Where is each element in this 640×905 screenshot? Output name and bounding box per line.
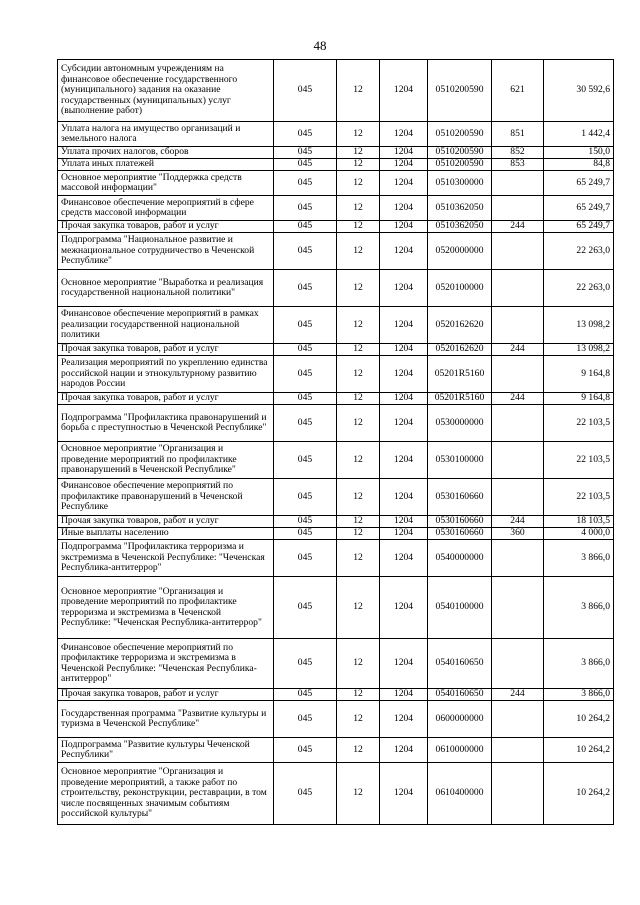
row-expense-type	[492, 701, 544, 738]
row-name: Прочая закупка товаров, работ и услуг	[58, 344, 274, 356]
row-sum: 22 103,5	[544, 442, 614, 479]
table-row	[58, 60, 614, 122]
row-expense-type: 244	[492, 689, 544, 701]
row-subsection: 1204	[380, 577, 428, 639]
row-subsection: 1204	[380, 763, 428, 825]
row-target-code: 0530160660	[428, 528, 492, 540]
row-expense-type: 852	[492, 147, 544, 159]
table-row	[58, 405, 614, 442]
row-section: 12	[337, 763, 380, 825]
row-target-code: 0520162620	[428, 307, 492, 344]
row-section: 12	[337, 393, 380, 405]
row-sum: 84,8	[544, 159, 614, 171]
row-sum: 10 264,2	[544, 763, 614, 825]
row-target-code: 0540100000	[428, 577, 492, 639]
table-row	[58, 516, 614, 528]
row-target-code: 0510200590	[428, 60, 492, 122]
table-row	[58, 689, 614, 701]
table-row	[58, 479, 614, 516]
row-name: Уплата иных платежей	[58, 159, 274, 171]
row-target-code: 0600000000	[428, 701, 492, 738]
row-subsection: 1204	[380, 344, 428, 356]
row-section: 12	[337, 738, 380, 763]
row-subsection: 1204	[380, 540, 428, 577]
row-expense-type: 244	[492, 393, 544, 405]
row-expense-type	[492, 479, 544, 516]
row-expense-type	[492, 763, 544, 825]
row-ministry-code: 045	[274, 405, 337, 442]
row-expense-type: 853	[492, 159, 544, 171]
row-subsection: 1204	[380, 405, 428, 442]
row-section: 12	[337, 233, 380, 270]
row-ministry-code: 045	[274, 233, 337, 270]
table-row	[58, 540, 614, 577]
row-section: 12	[337, 540, 380, 577]
row-ministry-code: 045	[274, 701, 337, 738]
row-target-code: 0520000000	[428, 233, 492, 270]
row-name: Финансовое обеспечение мероприятий в рамках реализации государственной национальной политики	[58, 307, 274, 344]
row-ministry-code: 045	[274, 270, 337, 307]
row-ministry-code: 045	[274, 738, 337, 763]
row-expense-type: 360	[492, 528, 544, 540]
row-sum: 65 249,7	[544, 196, 614, 221]
row-ministry-code: 045	[274, 60, 337, 122]
row-name: Основное мероприятие "Организация и проведение мероприятий, а также работ по строительству, реконструкции, реставрации, в том числе посвященных значимым событиям российской культуры"	[58, 763, 274, 825]
row-target-code: 0510362050	[428, 221, 492, 233]
row-name: Субсидии автономным учреждениям на финансовое обеспечение государственного (муниципального) задания на оказание государственных (муниципальных) услуг (выполнение работ)	[58, 60, 274, 122]
table-row	[58, 233, 614, 270]
row-ministry-code: 045	[274, 122, 337, 147]
row-section: 12	[337, 159, 380, 171]
row-name: Финансовое обеспечение мероприятий по профилактике терроризма и экстремизма в Чеченской Республике: "Чеченская Республика-антитеррор"	[58, 639, 274, 689]
row-expense-type	[492, 639, 544, 689]
row-section: 12	[337, 701, 380, 738]
row-sum: 65 249,7	[544, 171, 614, 196]
row-subsection: 1204	[380, 196, 428, 221]
row-name: Прочая закупка товаров, работ и услуг	[58, 516, 274, 528]
row-expense-type: 851	[492, 122, 544, 147]
row-name: Подпрограмма "Профилактика правонарушений и борьба с преступностью в Чеченской Республике"	[58, 405, 274, 442]
row-section: 12	[337, 122, 380, 147]
row-section: 12	[337, 528, 380, 540]
table-row	[58, 270, 614, 307]
row-name: Финансовое обеспечение мероприятий в сфере средств массовой информации	[58, 196, 274, 221]
table-row	[58, 577, 614, 639]
row-subsection: 1204	[380, 639, 428, 689]
row-ministry-code: 045	[274, 577, 337, 639]
table-row	[58, 393, 614, 405]
row-sum: 10 264,2	[544, 738, 614, 763]
row-target-code: 0610000000	[428, 738, 492, 763]
row-sum: 13 098,2	[544, 344, 614, 356]
row-name: Основное мероприятие "Выработка и реализация государственной национальной политики"	[58, 270, 274, 307]
table-row	[58, 639, 614, 689]
row-subsection: 1204	[380, 393, 428, 405]
row-subsection: 1204	[380, 221, 428, 233]
row-section: 12	[337, 270, 380, 307]
table-row	[58, 528, 614, 540]
row-sum: 3 866,0	[544, 577, 614, 639]
row-expense-type	[492, 307, 544, 344]
row-sum: 22 103,5	[544, 405, 614, 442]
row-expense-type: 621	[492, 60, 544, 122]
row-name: Прочая закупка товаров, работ и услуг	[58, 393, 274, 405]
row-section: 12	[337, 344, 380, 356]
row-sum: 3 866,0	[544, 689, 614, 701]
budget-table	[57, 59, 614, 825]
row-target-code: 0530100000	[428, 442, 492, 479]
table-row	[58, 356, 614, 393]
row-name: Основное мероприятие "Организация и проведение мероприятий по профилактике терроризма и экстремизма в Чеченской Республике: "Чеченская Республика-антитеррор"	[58, 577, 274, 639]
row-expense-type	[492, 196, 544, 221]
row-subsection: 1204	[380, 356, 428, 393]
row-section: 12	[337, 639, 380, 689]
table-row	[58, 344, 614, 356]
row-ministry-code: 045	[274, 159, 337, 171]
row-target-code: 0520162620	[428, 344, 492, 356]
row-ministry-code: 045	[274, 763, 337, 825]
row-sum: 18 103,5	[544, 516, 614, 528]
row-ministry-code: 045	[274, 171, 337, 196]
row-target-code: 0510200590	[428, 159, 492, 171]
row-ministry-code: 045	[274, 442, 337, 479]
row-target-code: 0610400000	[428, 763, 492, 825]
row-subsection: 1204	[380, 738, 428, 763]
row-expense-type	[492, 738, 544, 763]
table-row	[58, 196, 614, 221]
row-sum: 13 098,2	[544, 307, 614, 344]
row-ministry-code: 045	[274, 393, 337, 405]
row-target-code: 0540160650	[428, 639, 492, 689]
row-target-code: 0540160650	[428, 689, 492, 701]
row-name: Уплата прочих налогов, сборов	[58, 147, 274, 159]
row-name: Иные выплаты населению	[58, 528, 274, 540]
row-subsection: 1204	[380, 516, 428, 528]
row-subsection: 1204	[380, 60, 428, 122]
row-section: 12	[337, 405, 380, 442]
row-name: Прочая закупка товаров, работ и услуг	[58, 221, 274, 233]
row-target-code: 05201R5160	[428, 393, 492, 405]
row-section: 12	[337, 171, 380, 196]
table-row	[58, 171, 614, 196]
row-target-code: 0510200590	[428, 122, 492, 147]
row-section: 12	[337, 689, 380, 701]
row-target-code: 0510300000	[428, 171, 492, 196]
row-sum: 22 103,5	[544, 479, 614, 516]
row-section: 12	[337, 442, 380, 479]
row-sum: 30 592,6	[544, 60, 614, 122]
row-name: Прочая закупка товаров, работ и услуг	[58, 689, 274, 701]
table-row	[58, 307, 614, 344]
row-name: Основное мероприятие "Поддержка средств массовой информации"	[58, 171, 274, 196]
row-section: 12	[337, 577, 380, 639]
row-ministry-code: 045	[274, 479, 337, 516]
row-name: Государственная программа "Развитие культуры и туризма в Чеченской Республике"	[58, 701, 274, 738]
row-ministry-code: 045	[274, 639, 337, 689]
row-expense-type	[492, 405, 544, 442]
row-ministry-code: 045	[274, 689, 337, 701]
row-ministry-code: 045	[274, 196, 337, 221]
row-section: 12	[337, 147, 380, 159]
table-row	[58, 763, 614, 825]
row-expense-type	[492, 270, 544, 307]
row-name: Уплата налога на имущество организаций и земельного налога	[58, 122, 274, 147]
row-section: 12	[337, 516, 380, 528]
table-row	[58, 738, 614, 763]
row-expense-type	[492, 577, 544, 639]
row-subsection: 1204	[380, 528, 428, 540]
row-ministry-code: 045	[274, 147, 337, 159]
row-section: 12	[337, 221, 380, 233]
table-row	[58, 221, 614, 233]
row-sum: 9 164,8	[544, 356, 614, 393]
row-subsection: 1204	[380, 159, 428, 171]
row-sum: 65 249,7	[544, 221, 614, 233]
table-row	[58, 159, 614, 171]
row-sum: 22 263,0	[544, 270, 614, 307]
row-subsection: 1204	[380, 307, 428, 344]
row-expense-type	[492, 442, 544, 479]
row-expense-type: 244	[492, 516, 544, 528]
row-subsection: 1204	[380, 122, 428, 147]
row-subsection: 1204	[380, 171, 428, 196]
row-section: 12	[337, 356, 380, 393]
row-sum: 9 164,8	[544, 393, 614, 405]
row-target-code: 0540000000	[428, 540, 492, 577]
row-sum: 10 264,2	[544, 701, 614, 738]
row-name: Подпрограмма "Национальное развитие и межнациональное сотрудничество в Чеченской Республике"	[58, 233, 274, 270]
row-sum: 3 866,0	[544, 540, 614, 577]
row-ministry-code: 045	[274, 528, 337, 540]
row-target-code: 0530000000	[428, 405, 492, 442]
table-row	[58, 701, 614, 738]
row-subsection: 1204	[380, 701, 428, 738]
row-section: 12	[337, 196, 380, 221]
row-expense-type	[492, 540, 544, 577]
row-ministry-code: 045	[274, 344, 337, 356]
table-row	[58, 147, 614, 159]
row-ministry-code: 045	[274, 540, 337, 577]
page-number: 48	[313, 38, 327, 53]
row-subsection: 1204	[380, 442, 428, 479]
row-sum: 3 866,0	[544, 639, 614, 689]
row-expense-type: 244	[492, 221, 544, 233]
row-sum: 4 000,0	[544, 528, 614, 540]
row-name: Основное мероприятие "Организация и проведение мероприятий по профилактике правонарушений в Чеченской Республике"	[58, 442, 274, 479]
row-name: Реализация мероприятий по укреплению единства российской нации и этнокультурному развитию народов России	[58, 356, 274, 393]
row-ministry-code: 045	[274, 516, 337, 528]
row-target-code: 0530160660	[428, 479, 492, 516]
row-target-code: 0510200590	[428, 147, 492, 159]
table-row	[58, 442, 614, 479]
row-subsection: 1204	[380, 479, 428, 516]
row-subsection: 1204	[380, 147, 428, 159]
row-target-code: 05201R5160	[428, 356, 492, 393]
row-ministry-code: 045	[274, 221, 337, 233]
row-expense-type	[492, 171, 544, 196]
row-sum: 150,0	[544, 147, 614, 159]
row-target-code: 0510362050	[428, 196, 492, 221]
row-name: Подпрограмма "Профилактика терроризма и экстремизма в Чеченской Республике: "Чеченская Республика-антитеррор"	[58, 540, 274, 577]
row-subsection: 1204	[380, 689, 428, 701]
row-ministry-code: 045	[274, 307, 337, 344]
row-subsection: 1204	[380, 233, 428, 270]
row-sum: 22 263,0	[544, 233, 614, 270]
row-sum: 1 442,4	[544, 122, 614, 147]
row-target-code: 0530160660	[428, 516, 492, 528]
row-section: 12	[337, 60, 380, 122]
table-row	[58, 122, 614, 147]
row-expense-type: 244	[492, 344, 544, 356]
row-expense-type	[492, 233, 544, 270]
row-subsection: 1204	[380, 270, 428, 307]
row-name: Финансовое обеспечение мероприятий по профилактике правонарушений в Чеченской Республике	[58, 479, 274, 516]
row-section: 12	[337, 479, 380, 516]
row-expense-type	[492, 356, 544, 393]
row-ministry-code: 045	[274, 356, 337, 393]
row-target-code: 0520100000	[428, 270, 492, 307]
row-section: 12	[337, 307, 380, 344]
row-name: Подпрограмма "Развитие культуры Чеченской Республики"	[58, 738, 274, 763]
